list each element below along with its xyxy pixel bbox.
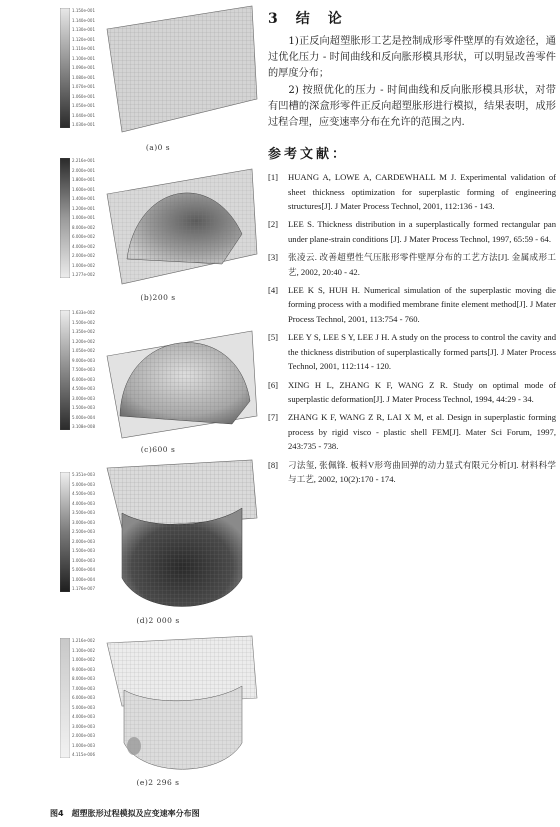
color-scale [60,638,70,758]
figure-panel-e [58,628,258,788]
panel-caption-d: (d)2 000 s [136,616,180,625]
text-column [268,6,556,490]
reference-number: [1] [268,172,279,183]
reference-number: [8] [268,459,279,470]
color-scale [60,472,70,592]
figure-column [58,4,258,788]
color-scale [60,8,70,128]
panel-caption-b: (b)200 s [140,293,176,302]
reference-item [268,410,556,453]
conclusion-paragraph-1: 1)正反向超塑胀形工艺是控制成形零件壁厚的有效途径，通过优化压力 - 时间曲线和反向胀形模具形状，可以明显改善零件的厚度分布； [268,36,556,80]
conclusion-heading: 3 结 论 [268,11,344,27]
conclusion-paragraph-2: 2) 按照优化的压力 - 时间曲线和反向胀形模具形状，对带有凹槽的深盒形零件正反向超塑胀形进行模拟，结果表明，成形过程合理，应变速率分布在允许的范围之内. [268,84,556,129]
reference-item [268,378,556,407]
reference-item [268,458,556,487]
figure-panel-b [58,154,258,306]
reference-item [268,170,556,213]
mesh-plot-box [102,458,258,616]
figure-panel-c [58,306,258,458]
figure-title: 图4 超塑胀形过程模拟及应变速率分布图 [50,809,200,818]
reference-text: LEE K S, HUH H. Numerical simulation of the superplastic moving die forming process with a modified membrane finite element method[J]. J Mater Process Technol, 2001, 113:754 - 760. [288,285,556,324]
scale-labels: 1.633e-002 1.500e-002 1.350e-002 1.200e-002 1.050e-002 9.000e-003 7.500e-003 6.000e-003 4.500e-003 3.000e-003 1.500e-003 5.000e-004 3.108e-008 [72,310,95,429]
panel-caption-c: (c)600 s [140,445,176,454]
reference-text: LEE S. Thickness distribution in a superplastically formed rectangular pan under plane-strain conditions [J]. J Mater Process Technol, 1997, 65:59 - 64. [288,219,556,244]
mesh-plot-final [102,628,258,778]
reference-item [268,217,556,246]
color-scale [60,158,70,278]
figure-panel-a [58,4,258,154]
reference-item [268,330,556,373]
reference-text: HUANG A, LOWE A, CARDEWHALL M J. Experimental validation of sheet thickness optimization for superplastic forming of engineering structures[J]. J Mater Process Technol, 2001, 112:136 - 143. [288,172,556,212]
scale-labels: 2.216e-001 2.000e-001 1.800e-001 1.600e-001 1.400e-001 1.200e-001 1.000e-001 8.000e-002 6.000e-002 4.000e-002 2.000e-002 1.000e-002 1.277e-002 [72,158,95,277]
mesh-plot-dome [102,306,258,446]
figure-panel-d [58,458,258,628]
reference-text: XING H L, ZHANG K F, WANG Z R. Study on optimal mode of superplastic deformation[J]. J Mater Process Technol, 1994, 44:29 - 34. [288,379,556,404]
reference-number: [7] [268,412,279,423]
panel-caption-e: (e)2 296 s [136,778,180,787]
reference-item [268,250,556,279]
scale-labels: 5.351e-003 5.000e-003 4.500e-003 4.000e-003 3.500e-003 3.000e-003 2.500e-003 2.000e-003 1.500e-003 1.000e-003 5.000e-004 1.000e-004 1.176e-007 [72,472,95,591]
reference-text: 张凌云. 改善超塑性气压胀形零件壁厚分布的工艺方法[J]. 金属成形工艺, 2002, 20:40 - 42. [288,252,556,277]
color-scale [60,310,70,430]
panel-caption-a: (a)0 s [145,143,171,152]
reference-number: [4] [268,285,279,296]
mesh-plot-flat [102,4,258,139]
reference-item [268,283,556,326]
reference-number: [3] [268,252,279,263]
reference-number: [5] [268,332,279,343]
references-list [268,170,556,486]
reference-text: ZHANG K F, WANG Z R, LAI X M, et al. Design in superplastic forming process by rigid visco - plastic shell FEM[J]. Mater Sci Forum, 1997, 243:735 - 738. [288,412,556,452]
reference-number: [6] [268,379,279,390]
scale-labels: 1.150e-001 1.140e-001 1.130e-001 1.120e-001 1.110e-001 1.100e-001 1.090e-001 1.080e-001 1.070e-001 1.060e-001 1.050e-001 1.040e-001 1.030e-001 [72,8,95,127]
reference-text: LEE Y S, LEE S Y, LEE J H. A study on the process to control the cavity and the thickness distribution of superplastically formed parts[J]. J Mater Process Technol, 2001, 112:114 - 120. [288,332,556,372]
mesh-plot-bulge [102,154,258,294]
scale-labels: 1.216e-002 1.100e-002 1.000e-002 9.000e-003 8.000e-003 7.000e-003 6.000e-003 5.000e-003 4.000e-003 3.000e-003 2.000e-003 1.000e-003 4.115e-006 [72,638,95,757]
references-heading: 参考文献： [268,147,349,163]
reference-number: [2] [268,219,279,230]
reference-text: 刁法玺, 张佩锋. 板料V形弯曲回弹的动力显式有限元分析[J]. 材料科学与工艺, 2002, 10(2):170 - 174. [288,459,556,484]
